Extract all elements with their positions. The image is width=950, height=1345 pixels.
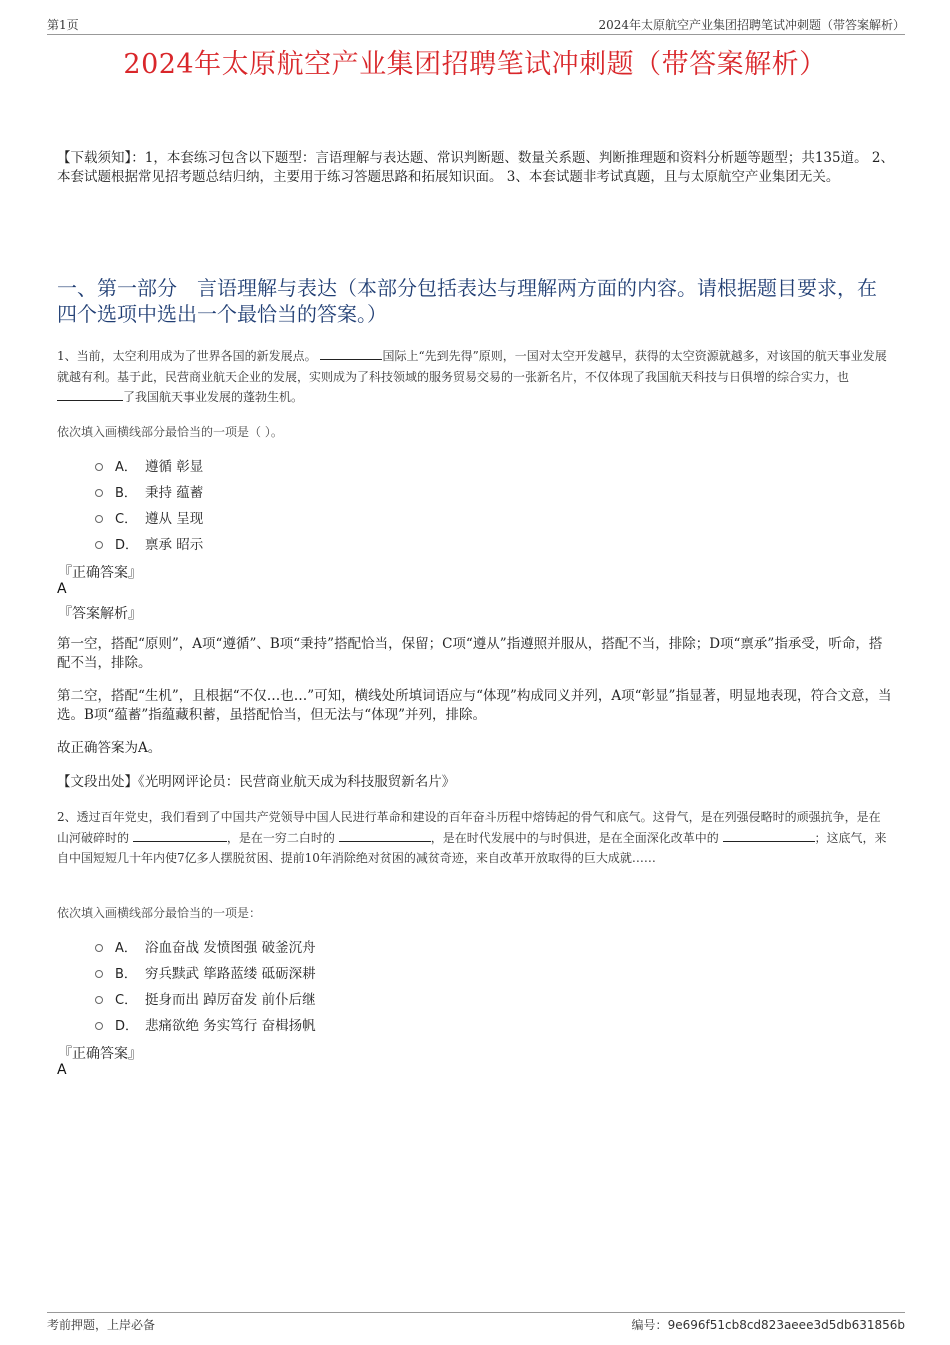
document-title: 2024年太原航空产业集团招聘笔试冲刺题（带答案解析） [123,49,827,80]
page-header [47,14,905,35]
question-1-text-part-c: 了我国航天事业发展的蓬勃生机。 [123,390,304,404]
option-b[interactable] [95,959,316,985]
option-text: 穷兵黩武 筚路蓝缕 砥砺深耕 [145,966,316,982]
option-letter: B． [115,966,137,982]
radio-icon[interactable] [95,996,103,1004]
option-letter: A． [115,459,137,475]
analysis-paragraph-2: 第二空，搭配“生机”，且根据“不仅…也…”可知，横线处所填词语应与“体现”构成同义并列，A项“彰显”指显著，明显地表现，符合文意，当选。B项“蕴蓄”指蕴藏积蓄，虽搭配恰当，但无法与“体现”并列，排除。 [57,688,892,723]
blank-2 [339,828,431,842]
question-1-text-part-a: 1、当前，太空利用成为了世界各国的新发展点。 [57,349,317,363]
option-text: 禀承 昭示 [145,537,204,553]
option-b[interactable] [95,478,203,504]
option-text: 悲痛欲绝 务实笃行 奋楫扬帆 [145,1018,316,1034]
question-1-text [57,346,892,408]
radio-icon[interactable] [95,970,103,978]
question-1-text-part-b: 国际上“先到先得”原则，一国对太空开发越早，获得的太空资源就越多，对该国的航天事业发展就越有利。基于此，民营商业航天企业的发展，实则成为了科技领域的服务贸易交易的一张新名片，不仅体现了我国航天科技与日俱增的综合实力，也 [57,349,887,384]
radio-icon[interactable] [95,1022,103,1030]
analysis-label: 『答案解析』 [58,606,142,622]
option-d[interactable] [95,530,203,556]
option-text: 遵从 呈现 [145,511,204,527]
radio-icon[interactable] [95,489,103,497]
option-text: 浴血奋战 发愤图强 破釜沉舟 [145,940,316,956]
correct-answer: A [57,581,67,597]
option-a[interactable] [95,933,316,959]
option-c[interactable] [95,985,316,1011]
page-number: 第1页 [47,18,79,32]
document-code-value: 9e696f51cb8cd823aeee3d5db631856b [667,1318,905,1332]
question-2-text-part-a: 2、透过百年党史，我们看到了中国共产党领导中国人民进行革命和建设的百年奋斗历程中熔铸起的骨气和底气。这骨气，是在列强侵略时的顽强抗争，是在山河破碎时的 [57,810,881,845]
correct-answer-label: 『正确答案』 [58,1046,142,1062]
document-code [632,1316,905,1333]
blank-1 [320,346,382,360]
footer-slogan: 考前押题，上岸必备 [47,1318,156,1332]
option-text: 遵循 彰显 [145,459,204,475]
passage-source: 【文段出处】《光明网评论员：民营商业航天成为科技服贸新名片》 [57,774,456,790]
option-c[interactable] [95,504,203,530]
blank-3 [723,828,815,842]
section-heading: 一、第一部分 言语理解与表达（本部分包括表达与理解两方面的内容。请根据题目要求，在四个选项中选出一个最恰当的答案。） [57,276,877,326]
question-2-options [95,933,316,1037]
question-2-text-part-c: ，是在时代发展中的与时俱进，是在全面深化改革中的 [430,830,719,845]
correct-answer-label: 『正确答案』 [58,565,142,581]
download-notice: 【下载须知】：1，本套练习包含以下题型：言语理解与表达题、常识判断题、数量关系题、判断推理题和资料分析题等题型；共135道。 2、本套试题根据常见招考题总结归纳，主要用于练习答题思路和拓展知识面。 3、本套试题非考试真题，且与太原航空产业集团无关。 [57,150,894,185]
option-text: 秉持 蕴蓄 [145,485,204,501]
header-doc-title: 2024年太原航空产业集团招聘笔试冲刺题（带答案解析） [598,18,905,32]
radio-icon[interactable] [95,463,103,471]
radio-icon[interactable] [95,944,103,952]
analysis-conclusion: 故正确答案为A。 [57,740,162,756]
option-a[interactable] [95,452,203,478]
page-footer [47,1312,905,1333]
analysis-paragraph-1: 第一空，搭配“原则”，A项“遵循”、B项“秉持”搭配恰当，保留；C项“遵从”指遵照并服从，搭配不当，排除；D项“禀承”指承受，听命，搭配不当，排除。 [57,636,883,671]
correct-answer: A [57,1062,67,1078]
question-2-text-part-d: ；这底气，来自中国短短几十年内使7亿多人摆脱贫困、提前10年消除绝对贫困的减贫奇迹，来自改革开放取得的巨大成就…… [57,830,887,865]
blank-2 [57,387,123,401]
option-letter: D． [115,1018,139,1034]
option-letter: B． [115,485,137,501]
option-text: 挺身而出 踔厉奋发 前仆后继 [145,992,316,1008]
option-letter: D． [115,537,139,553]
option-d[interactable] [95,1011,316,1037]
option-letter: A． [115,940,137,956]
question-2-prompt: 依次填入画横线部分最恰当的一项是： [57,906,262,920]
blank-1 [133,828,227,842]
question-1-options [95,452,203,556]
radio-icon[interactable] [95,541,103,549]
document-code-label: 编号： [631,1318,668,1332]
option-letter: C． [115,511,138,527]
question-2-text-part-b: ，是在一穷二白时的 [226,830,335,845]
radio-icon[interactable] [95,515,103,523]
question-2-text [57,807,892,869]
option-letter: C． [115,992,138,1008]
question-1-prompt: 依次填入画横线部分最恰当的一项是（ ）。 [57,425,283,439]
